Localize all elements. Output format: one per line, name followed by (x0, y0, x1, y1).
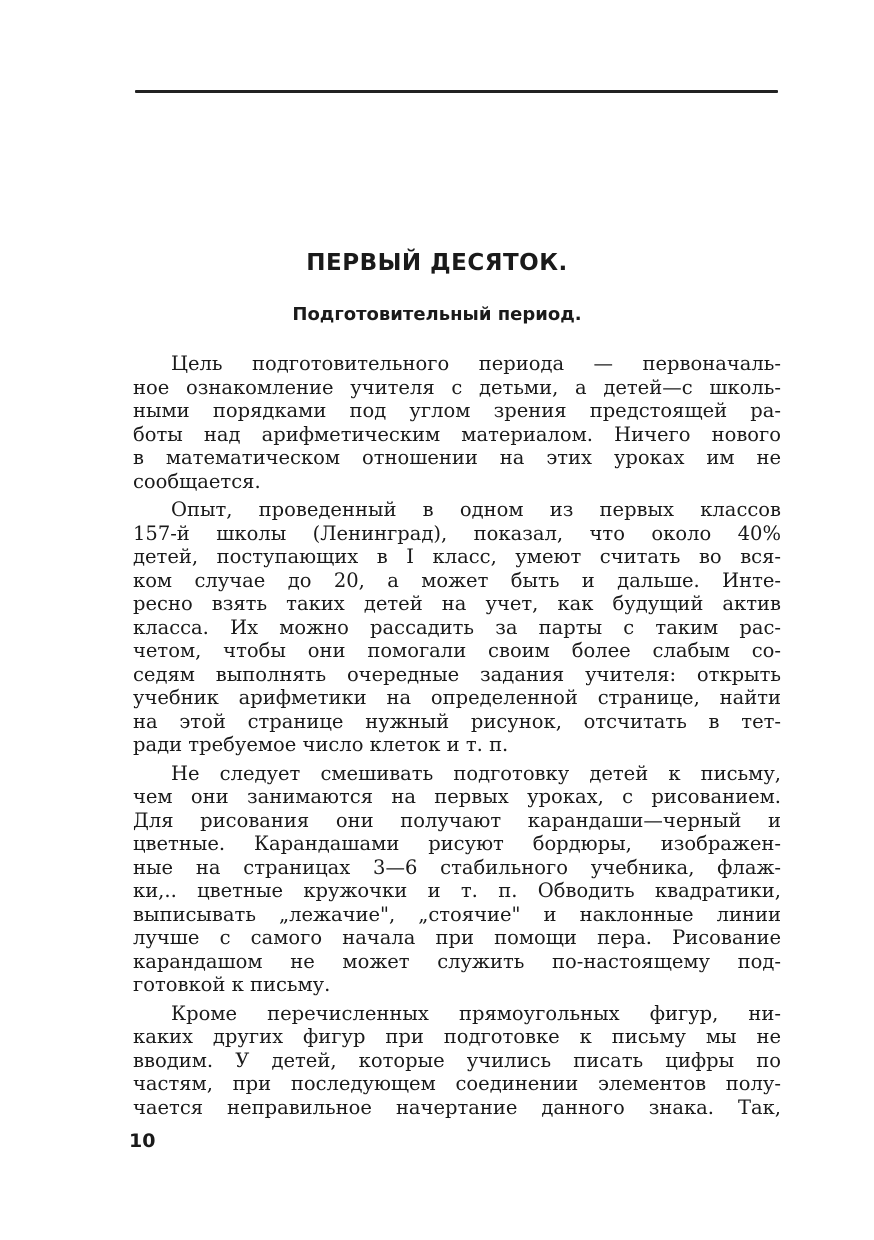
page-number: 10 (129, 1130, 156, 1152)
text-line: выписывать „лежачие", „стоячие" и наклонные линии (133, 902, 781, 926)
body-text (133, 352, 781, 1124)
text-line: сообщается. (133, 469, 261, 493)
text-line: чем они занимаются на первых уроках, с рисованием. (133, 785, 781, 808)
section-subtitle: Подготовительный период. (292, 304, 582, 325)
text-line: Не следует смешивать подготовку детей к письму, (171, 761, 781, 785)
text-line: ными порядками под углом зрения предстоящей ра- (133, 399, 781, 422)
text-line: детей, поступающих в I класс, умеют считать во вся- (133, 545, 781, 568)
text-line: ради требуемое число клеток и т. п. (133, 733, 509, 756)
text-line: ные на страницах 3—6 стабильного учебника, флаж- (133, 855, 781, 879)
text-line: ком случае до 20, а может быть и дальше. Инте- (133, 568, 781, 592)
text-line: класса. Их можно рассадить за парты с таким рас- (133, 615, 781, 639)
text-line: Цель подготовительного периода — первоначаль- (171, 352, 781, 375)
text-line: Для рисования они получают карандаши—черный и (133, 808, 781, 832)
text-line: 157-й школы (Ленинград), показал, что около 40% (133, 521, 781, 545)
text-line: ресно взять таких детей на учет, как будущий актив (133, 592, 781, 615)
paragraph (133, 352, 781, 493)
text-line: частям, при последующем соединении элементов полу- (133, 1072, 781, 1095)
text-line: лучше с самого начала при помощи пера. Рисование (133, 926, 781, 949)
text-line: в математическом отношении на этих уроках им не (133, 446, 781, 469)
page-title: ПЕРВЫЙ ДЕСЯТОК. (306, 250, 568, 276)
text-line: на этой странице нужный рисунок, отсчитать в тет- (133, 709, 781, 733)
text-line: Опыт, проведенный в одном из первых классов (171, 498, 781, 521)
text-line: каких других фигур при подготовке к письму мы не (133, 1025, 781, 1048)
paragraph (133, 762, 781, 997)
paragraph (133, 1002, 781, 1120)
text-line: Кроме перечисленных прямоугольных фигур, ни- (171, 1001, 781, 1025)
text-line: седям выполнять очередные задания учителя: открыть (133, 662, 781, 686)
text-line: ное ознакомление учителя с детьми, а детей—с школь- (133, 375, 781, 399)
text-line: ки,.. цветные кружочки и т. п. Обводить квадратики, (133, 879, 781, 902)
text-line: цветные. Карандашами рисуют бордюры, изображен- (133, 832, 781, 855)
paragraph (133, 498, 781, 757)
text-line: учебник арифметики на определенной странице, найти (133, 686, 781, 709)
text-line: готовкой к письму. (133, 973, 331, 996)
text-line: боты над арифметическим материалом. Ничего нового (133, 422, 781, 446)
text-line: четом, чтобы они помогали своим более слабым со- (133, 639, 781, 662)
text-line: вводим. У детей, которые учились писать цифры по (133, 1048, 781, 1072)
text-line: чается неправильное начертание данного знака. Так, (133, 1095, 781, 1119)
top-rule (135, 90, 778, 93)
text-line: карандашом не может служить по-настоящему под- (133, 949, 781, 973)
